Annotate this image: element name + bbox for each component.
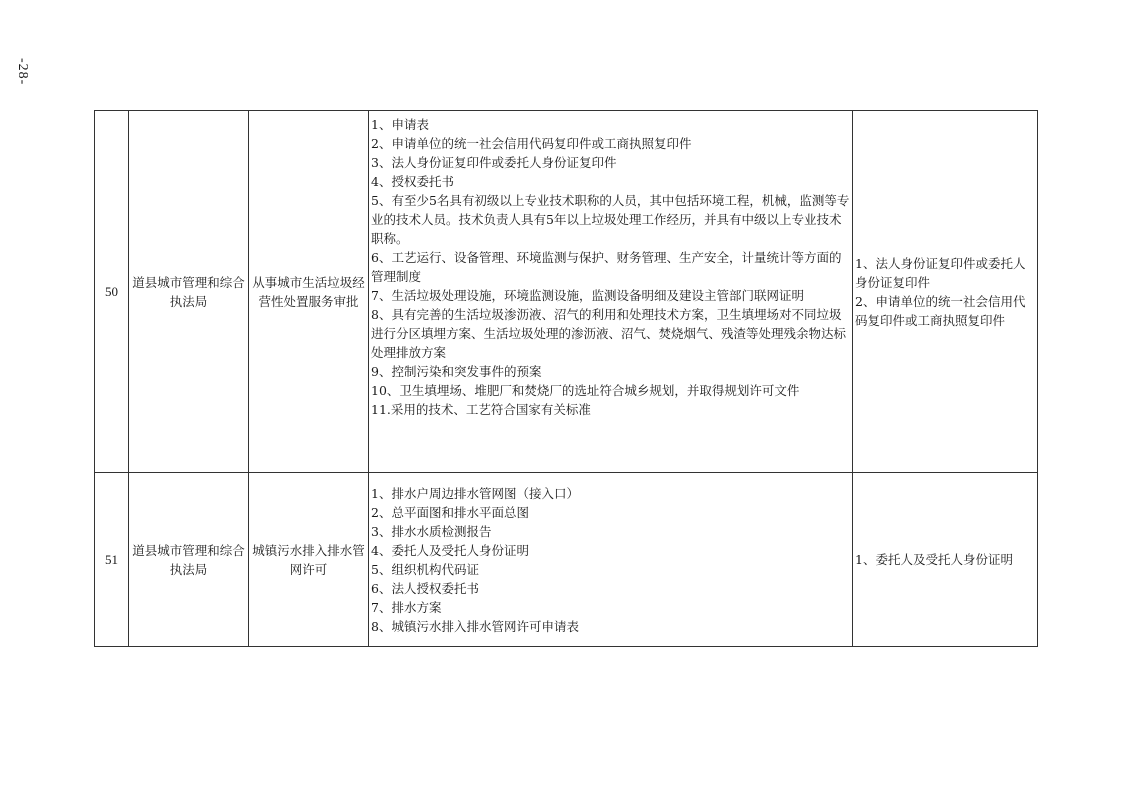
material-item: 6、工艺运行、设备管理、环境监测与保护、财务管理、生产安全，计量统计等方面的管理制度 — [371, 250, 842, 284]
row-number: 51 — [95, 473, 129, 647]
material-item: 4、授权委托书 — [371, 174, 454, 189]
material-item: 9、控制污染和突发事件的预案 — [371, 364, 542, 379]
department-cell: 道县城市管理和综合执法局 — [129, 111, 249, 473]
materials-table — [94, 110, 1038, 647]
material-item: 2、申请单位的统一社会信用代码复印件或工商执照复印件 — [371, 136, 692, 151]
required-materials-cell — [369, 473, 853, 647]
department-cell: 道县城市管理和综合执法局 — [129, 473, 249, 647]
material-item: 5、组织机构代码证 — [371, 561, 479, 577]
material-item: 8、具有完善的生活垃圾渗沥液、沼气的利用和处理技术方案，卫生填埋场对不同垃圾进行分区填埋方案、生活垃圾处理的渗沥液、沼气、焚烧烟气、残渣等处理残余物达标处理排放方案 — [371, 307, 847, 360]
material-item: 1、申请表 — [371, 117, 429, 132]
shared-materials-cell — [853, 473, 1038, 647]
approval-item-cell: 城镇污水排入排水管网许可 — [249, 473, 369, 647]
material-item: 3、法人身份证复印件或委托人身份证复印件 — [371, 155, 617, 170]
shared-material-item: 1、法人身份证复印件或委托人身份证复印件 — [855, 255, 1026, 290]
material-item: 6、法人授权委托书 — [371, 580, 479, 596]
page-number: -28- — [15, 58, 30, 86]
required-materials-cell — [369, 111, 853, 473]
shared-material-item: 2、申请单位的统一社会信用代码复印件或工商执照复印件 — [855, 293, 1026, 328]
material-item: 10、卫生填埋场、堆肥厂和焚烧厂的选址符合城乡规划，并取得规划许可文件 — [371, 383, 800, 398]
shared-materials-cell — [853, 111, 1038, 473]
material-item: 2、总平面图和排水平面总图 — [371, 504, 529, 520]
table-row — [95, 111, 1038, 473]
material-item: 1、排水户周边排水管网图（接入口） — [371, 485, 579, 501]
material-item: 11.采用的技术、工艺符合国家有关标准 — [371, 402, 591, 417]
material-item: 3、排水水质检测报告 — [371, 523, 492, 539]
row-number: 50 — [95, 111, 129, 473]
material-item: 7、排水方案 — [371, 599, 442, 615]
shared-material-item: 1、委托人及受托人身份证明 — [855, 552, 1013, 567]
material-item: 8、城镇污水排入排水管网许可申请表 — [371, 618, 579, 634]
material-item: 7、生活垃圾处理设施，环境监测设施，监测设备明细及建设主管部门联网证明 — [371, 288, 804, 303]
approval-item-cell: 从事城市生活垃圾经营性处置服务审批 — [249, 111, 369, 473]
table-row — [95, 473, 1038, 647]
material-item: 4、委托人及受托人身份证明 — [371, 542, 529, 558]
material-item: 5、有至少5名具有初级以上专业技术职称的人员，其中包括环境工程，机械，监测等专业的技术人员。技术负责人具有5年以上垃圾处理工作经历，并具有中级以上专业技术职称。 — [371, 193, 850, 246]
